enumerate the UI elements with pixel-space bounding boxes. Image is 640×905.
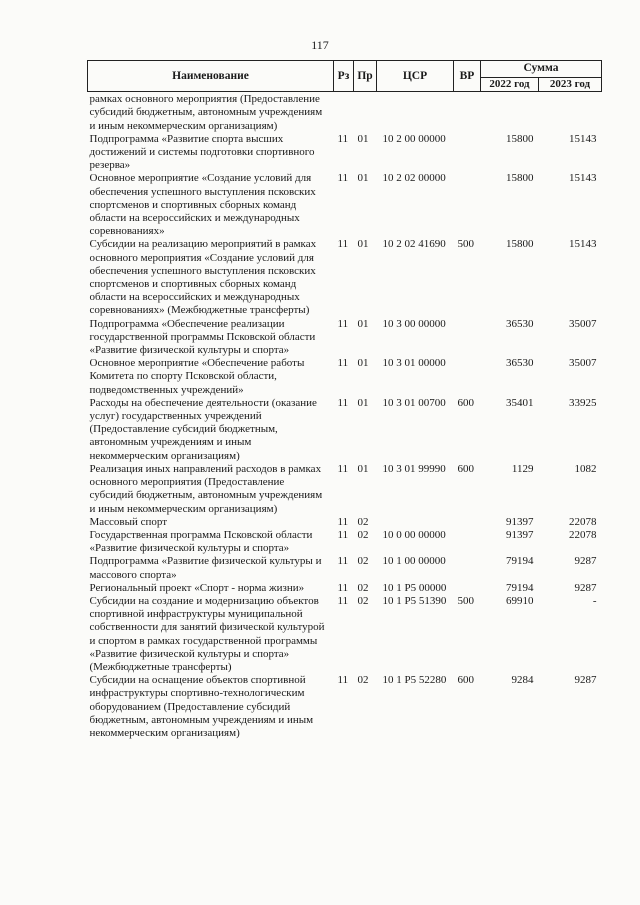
row-sum-2023: 33925 (569, 396, 597, 409)
row-pr: 02 (357, 555, 369, 568)
row-pr: 01 (357, 238, 369, 251)
table-header (88, 61, 602, 92)
row-vr (454, 172, 481, 238)
header-rz: Рз (334, 61, 354, 92)
row-csr: 10 3 00 00000 (382, 317, 446, 330)
row-rz: 11 (337, 357, 349, 370)
page-number: 117 (311, 38, 329, 52)
row-name: Подпрограмма «Развитие спорта высших достижений и системы подготовки спортивного резерва» (89, 132, 315, 172)
row-vr: 600 (457, 462, 474, 475)
row-vr (454, 516, 481, 529)
row-vr: 600 (457, 674, 474, 687)
row-name: рамках основного мероприятия (Предоставление субсидий бюджетным, автономным учреждениям и иным некоммерческим организациям) (89, 93, 323, 132)
header-year-2022: 2022 год (481, 78, 539, 92)
row-sum-2022: 9284 (511, 674, 534, 687)
row-pr: 01 (357, 396, 369, 409)
row-pr: 02 (357, 515, 369, 528)
header-name: Наименование (88, 61, 334, 92)
table-row (88, 582, 602, 595)
table-row (88, 318, 602, 358)
row-name: Региональный проект «Спорт - норма жизни» (89, 581, 305, 594)
row-sum-2022 (481, 92, 539, 133)
row-name: Субсидии на реализацию мероприятий в рамках основного мероприятия «Создание условий для обеспечения успешного выступления псковских спортсменов и спортивных сборных команд области на всероссийских и международных соревнованиях» (Межбюджетные трансферты) (89, 238, 317, 317)
row-sum-2022: 15800 (506, 172, 534, 185)
budget-table-grid (87, 60, 602, 740)
row-csr: 10 2 00 00000 (382, 132, 446, 145)
row-pr: 01 (357, 462, 369, 475)
table-row (88, 133, 602, 173)
row-name: Основное мероприятие «Обеспечение работы Комитета по спорту Псковской области, подведомственных учреждений» (89, 357, 305, 396)
row-rz: 11 (337, 515, 349, 528)
row-rz: 11 (337, 528, 349, 541)
row-sum-2022: 91397 (506, 515, 534, 528)
row-pr: 02 (357, 528, 369, 541)
header-csr: ЦСР (377, 61, 454, 92)
row-sum-2022: 91397 (506, 528, 534, 541)
row-name: Массовый спорт (89, 515, 168, 528)
row-rz (334, 92, 354, 133)
row-sum-2022: 36530 (506, 357, 534, 370)
row-vr (454, 555, 481, 581)
row-csr (377, 516, 454, 529)
table-row (88, 397, 602, 463)
row-sum-2023: 35007 (569, 357, 597, 370)
row-rz: 11 (337, 132, 349, 145)
row-sum-2023 (539, 92, 602, 133)
row-pr: 02 (357, 581, 369, 594)
row-sum-2023: 9287 (574, 581, 597, 594)
row-sum-2023: 15143 (569, 238, 597, 251)
row-pr: 02 (357, 674, 369, 687)
row-sum-2022: 79194 (506, 555, 534, 568)
row-csr: 10 1 Р5 00000 (382, 581, 447, 594)
header-vr: ВР (454, 61, 481, 92)
budget-table (87, 60, 601, 740)
row-csr: 10 0 00 00000 (382, 528, 446, 541)
row-pr: 01 (357, 172, 369, 185)
row-sum-2022: 79194 (506, 581, 534, 594)
row-sum-2023: 15143 (569, 172, 597, 185)
row-name: Подпрограмма «Развитие физической культуры и массового спорта» (89, 555, 322, 581)
row-csr: 10 2 02 41690 (382, 238, 446, 251)
row-rz: 11 (337, 674, 349, 687)
row-sum-2023: 9287 (574, 555, 597, 568)
row-vr (454, 357, 481, 397)
table-row (88, 555, 602, 581)
row-vr: 500 (457, 594, 474, 607)
row-csr: 10 2 02 00000 (382, 172, 446, 185)
table-row (88, 463, 602, 516)
row-rz: 11 (337, 594, 349, 607)
row-rz: 11 (337, 581, 349, 594)
row-sum-2023: 1082 (574, 462, 597, 475)
row-vr (454, 582, 481, 595)
row-vr (454, 529, 481, 555)
row-rz: 11 (337, 172, 349, 185)
row-vr: 600 (457, 396, 474, 409)
row-name: Расходы на обеспечение деятельности (оказание услуг) государственных учреждений (Предоставление субсидий бюджетным, автономным учреждениям и иным некоммерческим организациям) (89, 396, 317, 462)
table-body (88, 92, 602, 740)
table-row (88, 172, 602, 238)
row-sum-2023: 9287 (574, 674, 597, 687)
table-row (88, 516, 602, 529)
row-sum-2022: 15800 (506, 238, 534, 251)
row-name: Реализация иных направлений расходов в рамках основного мероприятия (Предоставление субсидий бюджетным, автономным учреждениям и иным некоммерческим организациям) (89, 462, 323, 515)
table-row (88, 357, 602, 397)
row-csr: 10 1 00 00000 (382, 555, 446, 568)
row-pr: 01 (357, 317, 369, 330)
row-sum-2022: 15800 (506, 132, 534, 145)
row-vr (454, 318, 481, 358)
row-pr (354, 92, 377, 133)
row-name: Субсидии на оснащение объектов спортивной инфраструктуры спортивно-технологическим оборудованием (Предоставление субсидий бюджетным, автономным учреждениям и иным некоммерческим организациям) (89, 674, 314, 739)
row-name: Субсидии на создание и модернизацию объектов спортивной инфраструктуры муниципальной собственности для занятий физической культурой и спортом в рамках государственной программы «Развитие физической культуры и спорта» (Межбюджетные трансферты) (89, 594, 325, 673)
row-sum-2022: 35401 (506, 396, 534, 409)
row-rz: 11 (337, 555, 349, 568)
row-csr: 10 3 01 99990 (382, 462, 446, 475)
header-sum: Сумма (481, 61, 602, 78)
row-sum-2022: 36530 (506, 317, 534, 330)
row-sum-2022: 69910 (506, 594, 534, 607)
table-row (88, 238, 602, 317)
header-pr: Пр (354, 61, 377, 92)
table-row (88, 595, 602, 674)
row-name: Подпрограмма «Обеспечение реализации государственной программы Псковской области «Развитие физической культуры и спорта» (89, 317, 316, 357)
header-year-2023: 2023 год (539, 78, 602, 92)
row-csr: 10 1 Р5 52280 (382, 674, 447, 687)
row-csr (377, 92, 454, 133)
row-csr: 10 3 01 00000 (382, 357, 446, 370)
row-sum-2023: - (592, 594, 597, 607)
row-rz: 11 (337, 396, 349, 409)
row-sum-2023: 22078 (569, 528, 597, 541)
row-pr: 01 (357, 357, 369, 370)
row-csr: 10 1 Р5 51390 (382, 594, 447, 607)
row-csr: 10 3 01 00700 (382, 396, 446, 409)
row-sum-2022: 1129 (511, 462, 534, 475)
row-rz: 11 (337, 317, 349, 330)
table-row (88, 529, 602, 555)
row-name: Государственная программа Псковской области «Развитие физической культуры и спорта» (89, 528, 313, 555)
row-rz: 11 (337, 462, 349, 475)
row-sum-2023: 15143 (569, 132, 597, 145)
row-sum-2023: 22078 (569, 515, 597, 528)
row-name: Основное мероприятие «Создание условий для обеспечения успешного выступления псковских спортсменов и спортивных сборных команд области на всероссийских и международных соревнованиях» (89, 172, 316, 238)
row-pr: 01 (357, 132, 369, 145)
row-vr: 500 (457, 238, 474, 251)
table-row (88, 92, 602, 133)
row-rz: 11 (337, 238, 349, 251)
row-vr (454, 92, 481, 133)
row-sum-2023: 35007 (569, 317, 597, 330)
table-row (88, 674, 602, 740)
row-pr: 02 (357, 594, 369, 607)
row-vr (454, 133, 481, 173)
